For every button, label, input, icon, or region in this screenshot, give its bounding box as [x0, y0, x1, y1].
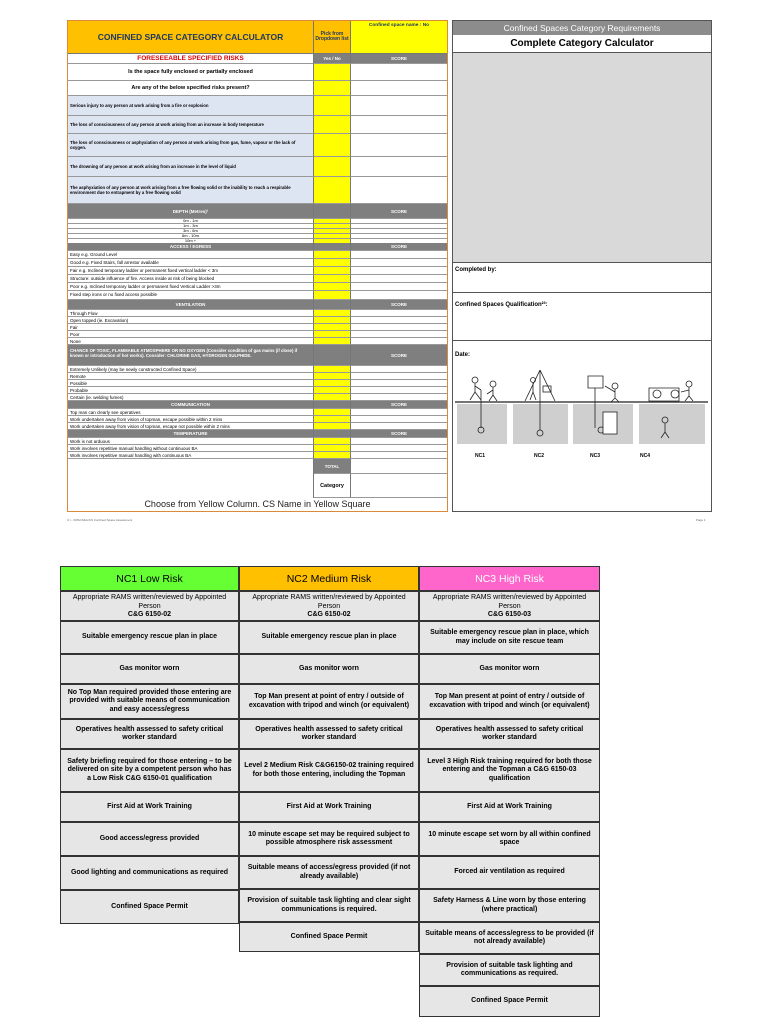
yes-no-select[interactable] — [314, 331, 351, 338]
score-cell — [351, 445, 447, 452]
yes-no-select[interactable] — [314, 387, 351, 394]
yes-no-select[interactable] — [314, 267, 351, 275]
yes-no-select[interactable] — [314, 81, 351, 96]
score-cell — [351, 81, 447, 96]
nc-requirement-cell — [239, 621, 419, 654]
yes-no-select[interactable] — [314, 96, 351, 116]
nc-requirement-cell — [60, 856, 239, 890]
nc-requirement-text: Gas monitor worn — [119, 664, 180, 672]
toxic-row — [68, 366, 447, 373]
nc-requirement-text: Appropriate RAMS written/reviewed by Appointed Person — [72, 594, 227, 610]
depth-row-label: 6m - 10m — [68, 234, 314, 239]
nc-column-header: NC2 Medium Risk — [239, 566, 419, 591]
nc-requirement-cell — [419, 822, 600, 856]
nc-requirement-cell — [239, 922, 419, 952]
score-cell — [351, 177, 447, 204]
score-header: SCORE — [351, 345, 447, 366]
nc-qualification-code: C&G 6150-02 — [307, 611, 351, 618]
yes-no-select[interactable] — [314, 157, 351, 177]
nc-label: NC4 — [640, 453, 651, 459]
nc-column-header: NC3 High Risk — [419, 566, 600, 591]
risk-row-label: The loss of consciousness or asphyxiation of any person at work arising from gas, fume, vapour or the lack of oxygen. — [68, 134, 314, 157]
nc-requirement-cell — [419, 954, 600, 986]
yes-no-select[interactable] — [314, 373, 351, 380]
date-input[interactable] — [483, 345, 709, 364]
ventilation-row — [68, 338, 447, 345]
score-cell — [351, 134, 447, 157]
toxic-row — [68, 380, 447, 387]
nc-requirement-text: Appropriate RAMS written/reviewed by Appointed Person — [252, 594, 406, 610]
nc-requirement-cell — [239, 792, 419, 822]
temperature-row — [68, 452, 447, 459]
temperature-title: TEMPERATURE — [68, 430, 314, 438]
risk-row — [68, 134, 447, 157]
category-label: Category — [314, 474, 351, 498]
nc-requirement-cell — [419, 654, 600, 684]
completed-by-input[interactable] — [509, 265, 709, 290]
nc-requirement-text: Operatives health assessed to safety critical worker standard — [75, 725, 224, 741]
nc-requirement-text: Suitable emergency rescue plan in place, which may include on site rescue team — [430, 629, 589, 645]
risk-row-label: Serious injury to any person at work arising from a fire or explosion — [68, 96, 314, 116]
yes-no-select[interactable] — [314, 116, 351, 134]
calculator-title: CONFINED SPACE CATEGORY CALCULATOR — [97, 32, 284, 42]
nc-requirement-cell — [419, 719, 600, 749]
nc-requirement-text: Forced air ventilation as required — [454, 868, 565, 876]
ventilation-row — [68, 324, 447, 331]
score-header: SCORE — [351, 401, 447, 409]
toxic-row-label: Extremely Unlikely (may be newly constructed Confined Space) — [68, 366, 314, 373]
nc-requirement-text: First Aid at Work Training — [467, 802, 552, 810]
toxic-row — [68, 373, 447, 380]
score-cell — [351, 387, 447, 394]
nc-qualification-code: C&G 6150-03 — [487, 611, 532, 618]
score-cell — [351, 64, 447, 81]
score-cell — [351, 331, 447, 338]
requirements-panel — [452, 20, 712, 512]
temperature-row — [68, 438, 447, 445]
score-cell — [351, 373, 447, 380]
score-cell — [351, 259, 447, 267]
score-header: SCORE — [351, 243, 447, 251]
yes-no-select[interactable] — [314, 416, 351, 423]
qualification-input[interactable] — [563, 295, 709, 338]
score-cell — [351, 380, 447, 387]
yes-no-select[interactable] — [314, 291, 351, 300]
access-title: ACCESS / EGRESS — [68, 243, 314, 251]
access-row-label: Fixed step irons or no fixed access possible — [68, 291, 314, 300]
nc-requirement-text: No Top Man required provided those entering are provided with suitable means of communication and easy access/egress — [67, 688, 232, 713]
nc-requirement-text: Gas monitor worn — [479, 664, 540, 672]
access-row — [68, 283, 447, 291]
yes-no-select[interactable] — [314, 317, 351, 324]
access-row — [68, 267, 447, 275]
score-cell — [351, 157, 447, 177]
score-header: SCORE — [351, 430, 447, 438]
nc-requirement-text: Safety briefing required for those entering – to be delivered on site by a competent person who has a Low Risk C&G 6150-01 qualification — [67, 757, 232, 782]
yes-no-select[interactable] — [314, 64, 351, 81]
score-cell — [351, 452, 447, 459]
cs-name-input[interactable] — [354, 31, 444, 50]
nc-requirement-text: Good lighting and communications as required — [70, 868, 229, 876]
nc-requirement-text: Provision of suitable task lighting and clear sight communications is required. — [247, 897, 411, 913]
ventilation-row — [68, 310, 447, 317]
score-cell — [351, 283, 447, 291]
yes-no-select[interactable] — [314, 394, 351, 401]
nc-requirement-cell — [419, 591, 600, 621]
yes-no-select[interactable] — [314, 366, 351, 373]
score-cell — [351, 310, 447, 317]
depth-title: DEPTH (Metres)¹ — [68, 204, 314, 219]
nc-requirement-cell — [239, 684, 419, 719]
nc-requirement-text: Gas monitor worn — [299, 664, 359, 672]
nc-requirement-cell — [60, 684, 239, 719]
score-cell — [351, 324, 447, 331]
requirements-subheader: Complete Category Calculator — [510, 38, 654, 49]
yes-no-select[interactable] — [314, 134, 351, 157]
category-calculator — [67, 20, 448, 512]
nc-requirement-cell — [419, 856, 600, 889]
nc-requirement-cell — [239, 591, 419, 621]
ventilation-row-label: Open topped (ie. Excavation) — [68, 317, 314, 324]
question-specified: Are any of the below specified risks present? — [68, 81, 314, 96]
nc-column-header: NC1 Low Risk — [60, 566, 239, 591]
nc-requirement-cell — [419, 986, 600, 1017]
temperature-row-label: Work is not arduous — [68, 438, 314, 445]
ventilation-row-label: Through Flow — [68, 310, 314, 317]
yes-no-select[interactable] — [314, 259, 351, 267]
depth-row-label: 0m - 1m — [68, 219, 314, 224]
communication-row-label: Work undertaken away from vision of topman, escape not possible within 2 mins — [68, 423, 314, 430]
access-row — [68, 259, 447, 267]
toxic-row-label: Remote — [68, 373, 314, 380]
score-cell — [351, 366, 447, 373]
nc-requirement-cell — [60, 822, 239, 856]
depth-row-label: 10m + — [68, 239, 314, 244]
access-row-label: Easy e.g. Ground Level — [68, 251, 314, 259]
nc-requirement-cell — [239, 719, 419, 749]
nc-requirement-text: Good access/egress provided — [99, 834, 200, 842]
temperature-row-label: Work involves repetitive manual handling with continuous BA — [68, 452, 314, 459]
page-footer-right: Page 1 — [696, 518, 706, 522]
risk-row-label: The loss of consciousness of any person at work arising from an increase in body temperature — [68, 116, 314, 134]
nc-label: NC3 — [590, 453, 601, 459]
score-cell — [351, 416, 447, 423]
nc-requirement-cell — [419, 684, 600, 719]
score-cell — [351, 251, 447, 259]
nc-requirement-text: Top Man present at point of entry / outside of excavation with tripod and winch (or equivalent) — [248, 693, 410, 709]
nc-requirement-cell — [239, 654, 419, 684]
calculator-title-row — [68, 21, 447, 54]
score-cell — [351, 116, 447, 134]
access-row-label: Good e.g. Fixed Stairs, fall arrestor available — [68, 259, 314, 267]
score-cell — [351, 394, 447, 401]
foreseeable-title: FORESEEABLE SPECIFIED RISKS — [68, 54, 314, 64]
pick-dropdown-header: Pick from Dropdown list — [315, 30, 349, 42]
score-cell — [351, 96, 447, 116]
nc-requirement-text: Confined Space Permit — [290, 932, 368, 940]
score-cell — [351, 423, 447, 430]
score-cell — [351, 338, 447, 345]
yes-no-select[interactable] — [314, 177, 351, 204]
nc-requirement-cell — [60, 749, 239, 792]
risk-row-label: The drowning of any person at work arising from an increase in the level of liquid — [68, 157, 314, 177]
requirements-header: Confined Spaces Category Requirements — [503, 23, 661, 33]
nc-label: NC1 — [475, 453, 486, 459]
ventilation-row — [68, 331, 447, 338]
yes-no-select[interactable] — [314, 438, 351, 445]
question-enclosed: Is the space fully enclosed or partially enclosed — [68, 64, 314, 81]
score-header: SCORE — [351, 204, 447, 219]
nc-requirement-text: Suitable emergency rescue plan in place — [261, 633, 397, 641]
communication-row-label: Work undertaken away from vision of topman, escape possible within 2 mins — [68, 416, 314, 423]
access-row — [68, 291, 447, 300]
score-cell — [351, 291, 447, 300]
toxic-row — [68, 394, 447, 401]
nc-requirement-cell — [419, 621, 600, 654]
nc-requirement-cell — [419, 792, 600, 822]
access-row-label: Fair e.g. Inclined temporary ladder or permanent fixed vertical ladder < 3m — [68, 267, 314, 275]
risk-row — [68, 116, 447, 134]
score-cell — [351, 267, 447, 275]
risk-row — [68, 96, 447, 116]
nc-requirement-cell — [60, 654, 239, 684]
toxic-title: CHANCE OF TOXIC, FLAMMABLE ATMOSPHERE OR NO OXYGEN (Consider condition of gas mains (if close) if known or introduction of hot works). Consider: CHLORINE GAS, HYDROGEN SULPHIDE. — [68, 345, 314, 366]
total-value — [351, 459, 447, 474]
yes-no-select[interactable] — [314, 423, 351, 430]
yes-no-select[interactable] — [314, 283, 351, 291]
nc-requirement-cell — [60, 621, 239, 654]
ventilation-row-label: Poor — [68, 331, 314, 338]
nc-requirement-text: Level 3 High Risk training required for both those entering and the Topman a C&G 6150-03 qualification — [427, 757, 592, 782]
total-label: TOTAL — [314, 459, 351, 474]
yes-no-select[interactable] — [314, 310, 351, 317]
nc-requirement-text: Top Man present at point of entry / outside of excavation with tripod and winch (or equivalent) — [429, 693, 590, 709]
communication-title: COMMUNICATION — [68, 401, 314, 409]
nc-requirement-text: Appropriate RAMS written/reviewed by Appointed Person — [432, 594, 587, 610]
yes-no-select[interactable] — [314, 275, 351, 283]
temperature-row-label: Work involves repetitive manual handling without continuous BA — [68, 445, 314, 452]
yes-no-select[interactable] — [314, 251, 351, 259]
nc-requirement-text: Operatives health assessed to safety critical worker standard — [435, 725, 584, 741]
nc-requirement-cell — [60, 890, 239, 924]
nc-requirement-text: Confined Space Permit — [471, 997, 548, 1005]
temperature-row — [68, 445, 447, 452]
nc-label-row — [453, 453, 711, 463]
qualification-label: Confined Spaces Qualification²³: — [455, 302, 548, 308]
nc-requirement-text: First Aid at Work Training — [107, 802, 192, 810]
communication-row-label: Top man can clearly see operatives — [68, 409, 314, 416]
page-footer-left: C:\...\MS\CS&G\CS Confined Space Assessment — [67, 518, 133, 522]
ventilation-row-label: None — [68, 338, 314, 345]
communication-row — [68, 409, 447, 416]
access-row-label: Structure: outside influence of fire. Access inside at risk of being blocked — [68, 275, 314, 283]
nc-requirement-cell — [419, 749, 600, 792]
ventilation-row-label: Fair — [68, 324, 314, 331]
nc-requirement-text: Provision of suitable task lighting and communications as required. — [446, 961, 573, 977]
ventilation-title: VENTILATION — [68, 300, 314, 310]
yes-no-select[interactable] — [314, 380, 351, 387]
category-result-area — [453, 53, 711, 263]
toxic-row-label: Certain (ie. welding fumes) — [68, 394, 314, 401]
yes-no-select[interactable] — [314, 452, 351, 459]
nc-requirement-text: Level 2 Medium Risk C&G6150-02 training required for both those entering, including the Topman — [244, 762, 414, 778]
cs-name-label: Confined space name : No — [368, 23, 430, 28]
yes-no-select[interactable] — [314, 338, 351, 345]
nc-requirement-text: First Aid at Work Training — [286, 802, 372, 810]
access-row-label: Poor e.g. Inclined temporary ladder or permanent fixed Vertical Ladder >3m — [68, 283, 314, 291]
nc-requirement-text: Suitable means of access/egress to be provided (if not already available) — [425, 929, 594, 945]
nc-requirement-text: Operatives health assessed to safety critical worker standard — [255, 725, 403, 741]
toxic-row-label: Possible — [68, 380, 314, 387]
yes-no-select[interactable] — [314, 445, 351, 452]
nc-requirement-text: Safety Harness & Line worn by those entering (where practical) — [433, 897, 586, 913]
communication-row — [68, 423, 447, 430]
risk-row-label: The asphyxiation of any person at work arising from a free flowing solid or the inability to reach a respirable environment due to entrapment by a free flowing solid — [68, 177, 314, 204]
toxic-row — [68, 387, 447, 394]
score-cell — [351, 409, 447, 416]
nc-requirement-cell — [239, 889, 419, 922]
yes-no-header: Yes / No — [314, 54, 351, 64]
nc-requirement-cell — [419, 889, 600, 922]
nc-requirement-cell — [60, 719, 239, 749]
nc-requirement-cell — [419, 922, 600, 954]
score-cell — [351, 438, 447, 445]
risk-row — [68, 177, 447, 204]
nc-requirement-text: Suitable means of access/egress provided (if not already available) — [247, 864, 411, 880]
nc-requirement-text: Confined Space Permit — [111, 902, 188, 910]
nc-requirement-cell — [60, 792, 239, 822]
nc-label: NC2 — [534, 453, 545, 459]
score-cell — [351, 275, 447, 283]
score-cell — [351, 317, 447, 324]
calculator-footer: Choose from Yellow Column. CS Name in Yellow Square — [144, 499, 371, 509]
nc-requirement-text: 10 minute escape set worn by all within confined space — [428, 830, 591, 846]
nc-requirement-cell — [60, 591, 239, 621]
nc-requirement-text: 10 minute escape set may be required subject to possible atmosphere risk assessment — [248, 830, 410, 846]
access-row — [68, 251, 447, 259]
nc-requirement-cell — [239, 749, 419, 792]
nc-requirement-cell — [239, 856, 419, 889]
nc-requirement-text: Suitable emergency rescue plan in place — [82, 633, 217, 641]
confined-space-illustration — [453, 368, 711, 458]
yes-no-select[interactable] — [314, 324, 351, 331]
nc-requirement-cell — [239, 822, 419, 856]
score-header: SCORE — [351, 300, 447, 310]
toxic-row-label: Probable — [68, 387, 314, 394]
depth-row-label: 1m - 3m — [68, 224, 314, 229]
nc-qualification-code: C&G 6150-02 — [127, 611, 172, 618]
score-header: SCORE — [351, 54, 447, 64]
category-value — [351, 474, 447, 498]
ventilation-row — [68, 317, 447, 324]
risk-row — [68, 157, 447, 177]
yes-no-select[interactable] — [314, 409, 351, 416]
completed-by-label: Completed by: — [455, 267, 497, 273]
date-label: Date: — [455, 352, 471, 358]
depth-row-label: 3m - 6m — [68, 229, 314, 234]
communication-row — [68, 416, 447, 423]
access-row — [68, 275, 447, 283]
